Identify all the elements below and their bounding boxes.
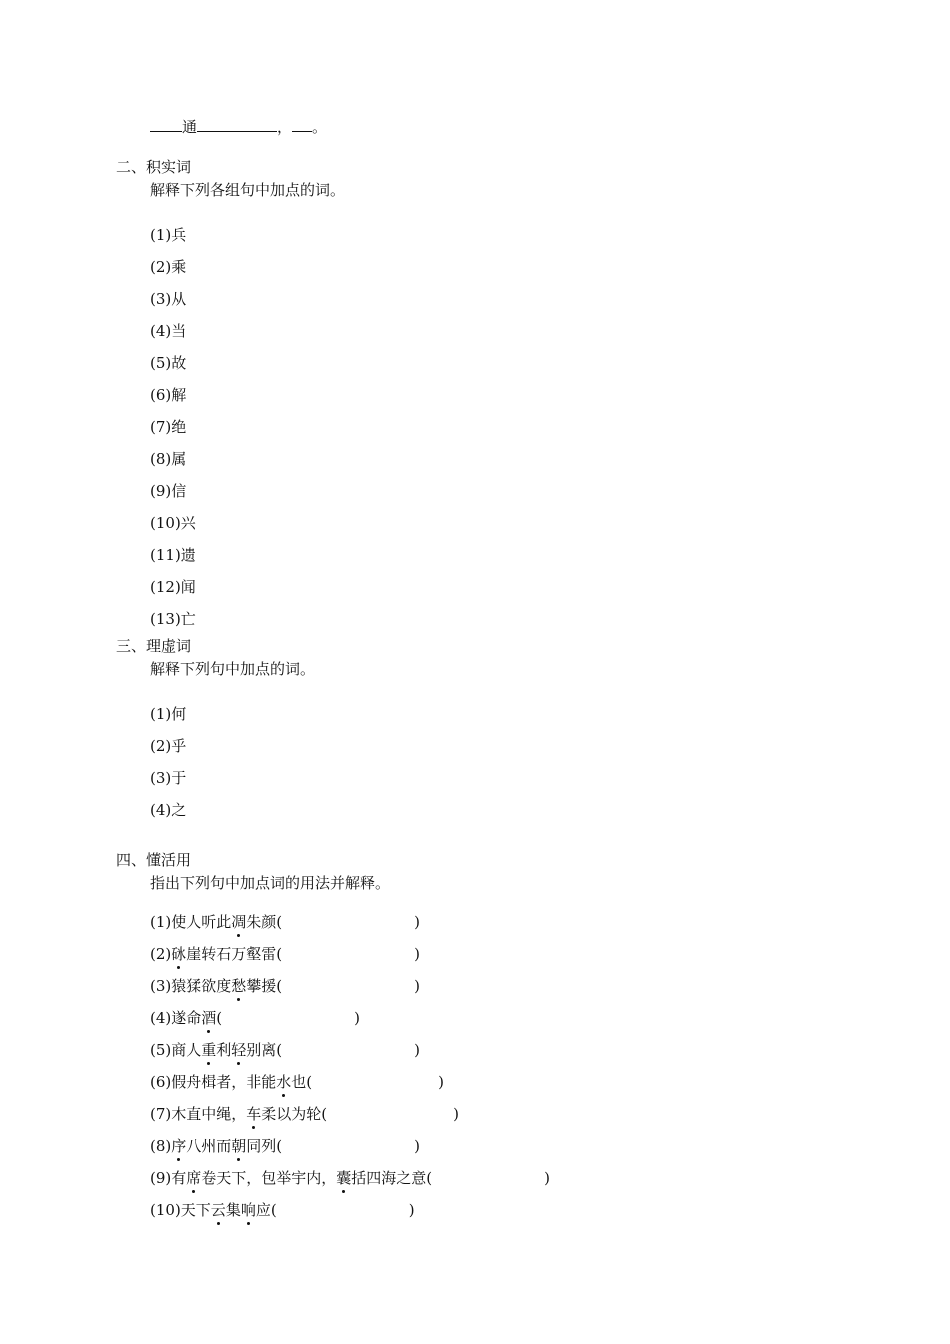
list-item: (1)何 [150, 705, 187, 723]
item-text: (2) [150, 945, 172, 963]
section2-heading: 二、积实词 [116, 158, 192, 176]
usage-item [150, 1040, 420, 1060]
item-text: (9)有 [150, 1169, 187, 1187]
dotted-word: 砯 [171, 945, 187, 963]
item-text: 别离( [246, 1041, 283, 1059]
list-item: (7)绝 [150, 418, 187, 436]
list-item: (4)当 [150, 322, 187, 340]
section4-heading: 四、懂活用 [116, 851, 192, 869]
list-item: (11)遗 [150, 546, 196, 564]
list-item: (4)之 [150, 801, 187, 819]
dotted-word: 轻 [231, 1041, 247, 1059]
item-text: (10)天下 [150, 1201, 211, 1219]
dotted-word: 朝 [231, 1137, 247, 1155]
close-paren: ) [414, 945, 420, 963]
dotted-word: 囊 [336, 1169, 352, 1187]
top-line-end: 。 [312, 118, 328, 136]
item-text: 朱颜( [246, 913, 283, 931]
top-line-mid: 通 [182, 118, 198, 136]
item-text: 卷天下，包举宇内， [201, 1169, 337, 1187]
item-text: 应( [255, 1201, 277, 1219]
section3-heading: 三、理虚词 [116, 637, 192, 655]
list-item: (1)兵 [150, 226, 187, 244]
close-paren: ) [414, 1137, 421, 1155]
list-item: (6)解 [150, 386, 187, 404]
item-text: 八州而 [186, 1137, 232, 1155]
item-text: (3)猿猱欲度 [150, 977, 232, 995]
dotted-word: 水 [276, 1073, 292, 1091]
item-text: 同列( [246, 1137, 283, 1155]
list-item: (5)故 [150, 354, 187, 372]
usage-item [150, 944, 420, 964]
dotted-word: 车 [246, 1105, 262, 1123]
dotted-word: 席 [186, 1169, 202, 1187]
usage-item [150, 912, 420, 932]
item-text: 柔以为轮( [261, 1105, 328, 1123]
dotted-word: 酒 [201, 1009, 217, 1027]
item-text: (8) [150, 1137, 172, 1155]
item-text: 括四海之意( [351, 1169, 433, 1187]
item-text: 攀援( [246, 977, 283, 995]
list-item: (2)乘 [150, 258, 187, 276]
item-text: (1)使人听此 [150, 913, 232, 931]
list-item: (13)亡 [150, 610, 196, 628]
list-item: (10)兴 [150, 514, 196, 532]
list-item: (3)于 [150, 769, 187, 787]
section4-instruction: 指出下列句中加点词的用法并解释。 [150, 874, 391, 892]
item-text: (5)商人 [150, 1041, 202, 1059]
item-text: (4)遂命 [150, 1009, 202, 1027]
dotted-word: 云 [210, 1201, 226, 1219]
usage-item [150, 976, 420, 996]
list-item: (9)信 [150, 482, 187, 500]
close-paren: ) [414, 913, 420, 931]
usage-item [150, 1072, 444, 1092]
section3-instruction: 解释下列句中加点的词。 [150, 660, 316, 678]
dotted-word: 愁 [231, 977, 247, 995]
section2-instruction: 解释下列各组句中加点的词。 [150, 181, 346, 199]
usage-item [150, 1168, 550, 1188]
close-paren: ) [438, 1073, 444, 1091]
close-paren: ) [354, 1009, 360, 1027]
list-item: (12)闻 [150, 578, 196, 596]
item-text: ( [216, 1009, 223, 1027]
item-text: 集 [225, 1201, 241, 1219]
usage-item [150, 1200, 415, 1220]
item-text: 利 [216, 1041, 232, 1059]
list-item: (2)乎 [150, 737, 187, 755]
top-fill-line [150, 117, 327, 137]
dotted-word: 响 [240, 1201, 256, 1219]
dotted-word: 重 [201, 1041, 217, 1059]
close-paren: ) [414, 977, 420, 995]
close-paren: ) [544, 1169, 551, 1187]
list-item: (3)从 [150, 290, 187, 308]
top-line-tail: ， [277, 118, 293, 136]
usage-item [150, 1136, 420, 1156]
item-text: (6)假舟楫者，非能 [150, 1073, 277, 1091]
item-text: 也( [291, 1073, 313, 1091]
close-paren: ) [408, 1201, 415, 1219]
blank-line [150, 117, 182, 132]
usage-item [150, 1008, 360, 1028]
list-item: (8)属 [150, 450, 187, 468]
usage-item [150, 1104, 459, 1124]
dotted-word: 凋 [231, 913, 247, 931]
close-paren: ) [414, 1041, 421, 1059]
blank-line [292, 117, 312, 132]
blank-line [197, 117, 277, 132]
item-text: 崖转石万壑雷( [186, 945, 283, 963]
close-paren: ) [453, 1105, 459, 1123]
item-text: (7)木直中绳， [150, 1105, 247, 1123]
dotted-word: 序 [171, 1137, 187, 1155]
